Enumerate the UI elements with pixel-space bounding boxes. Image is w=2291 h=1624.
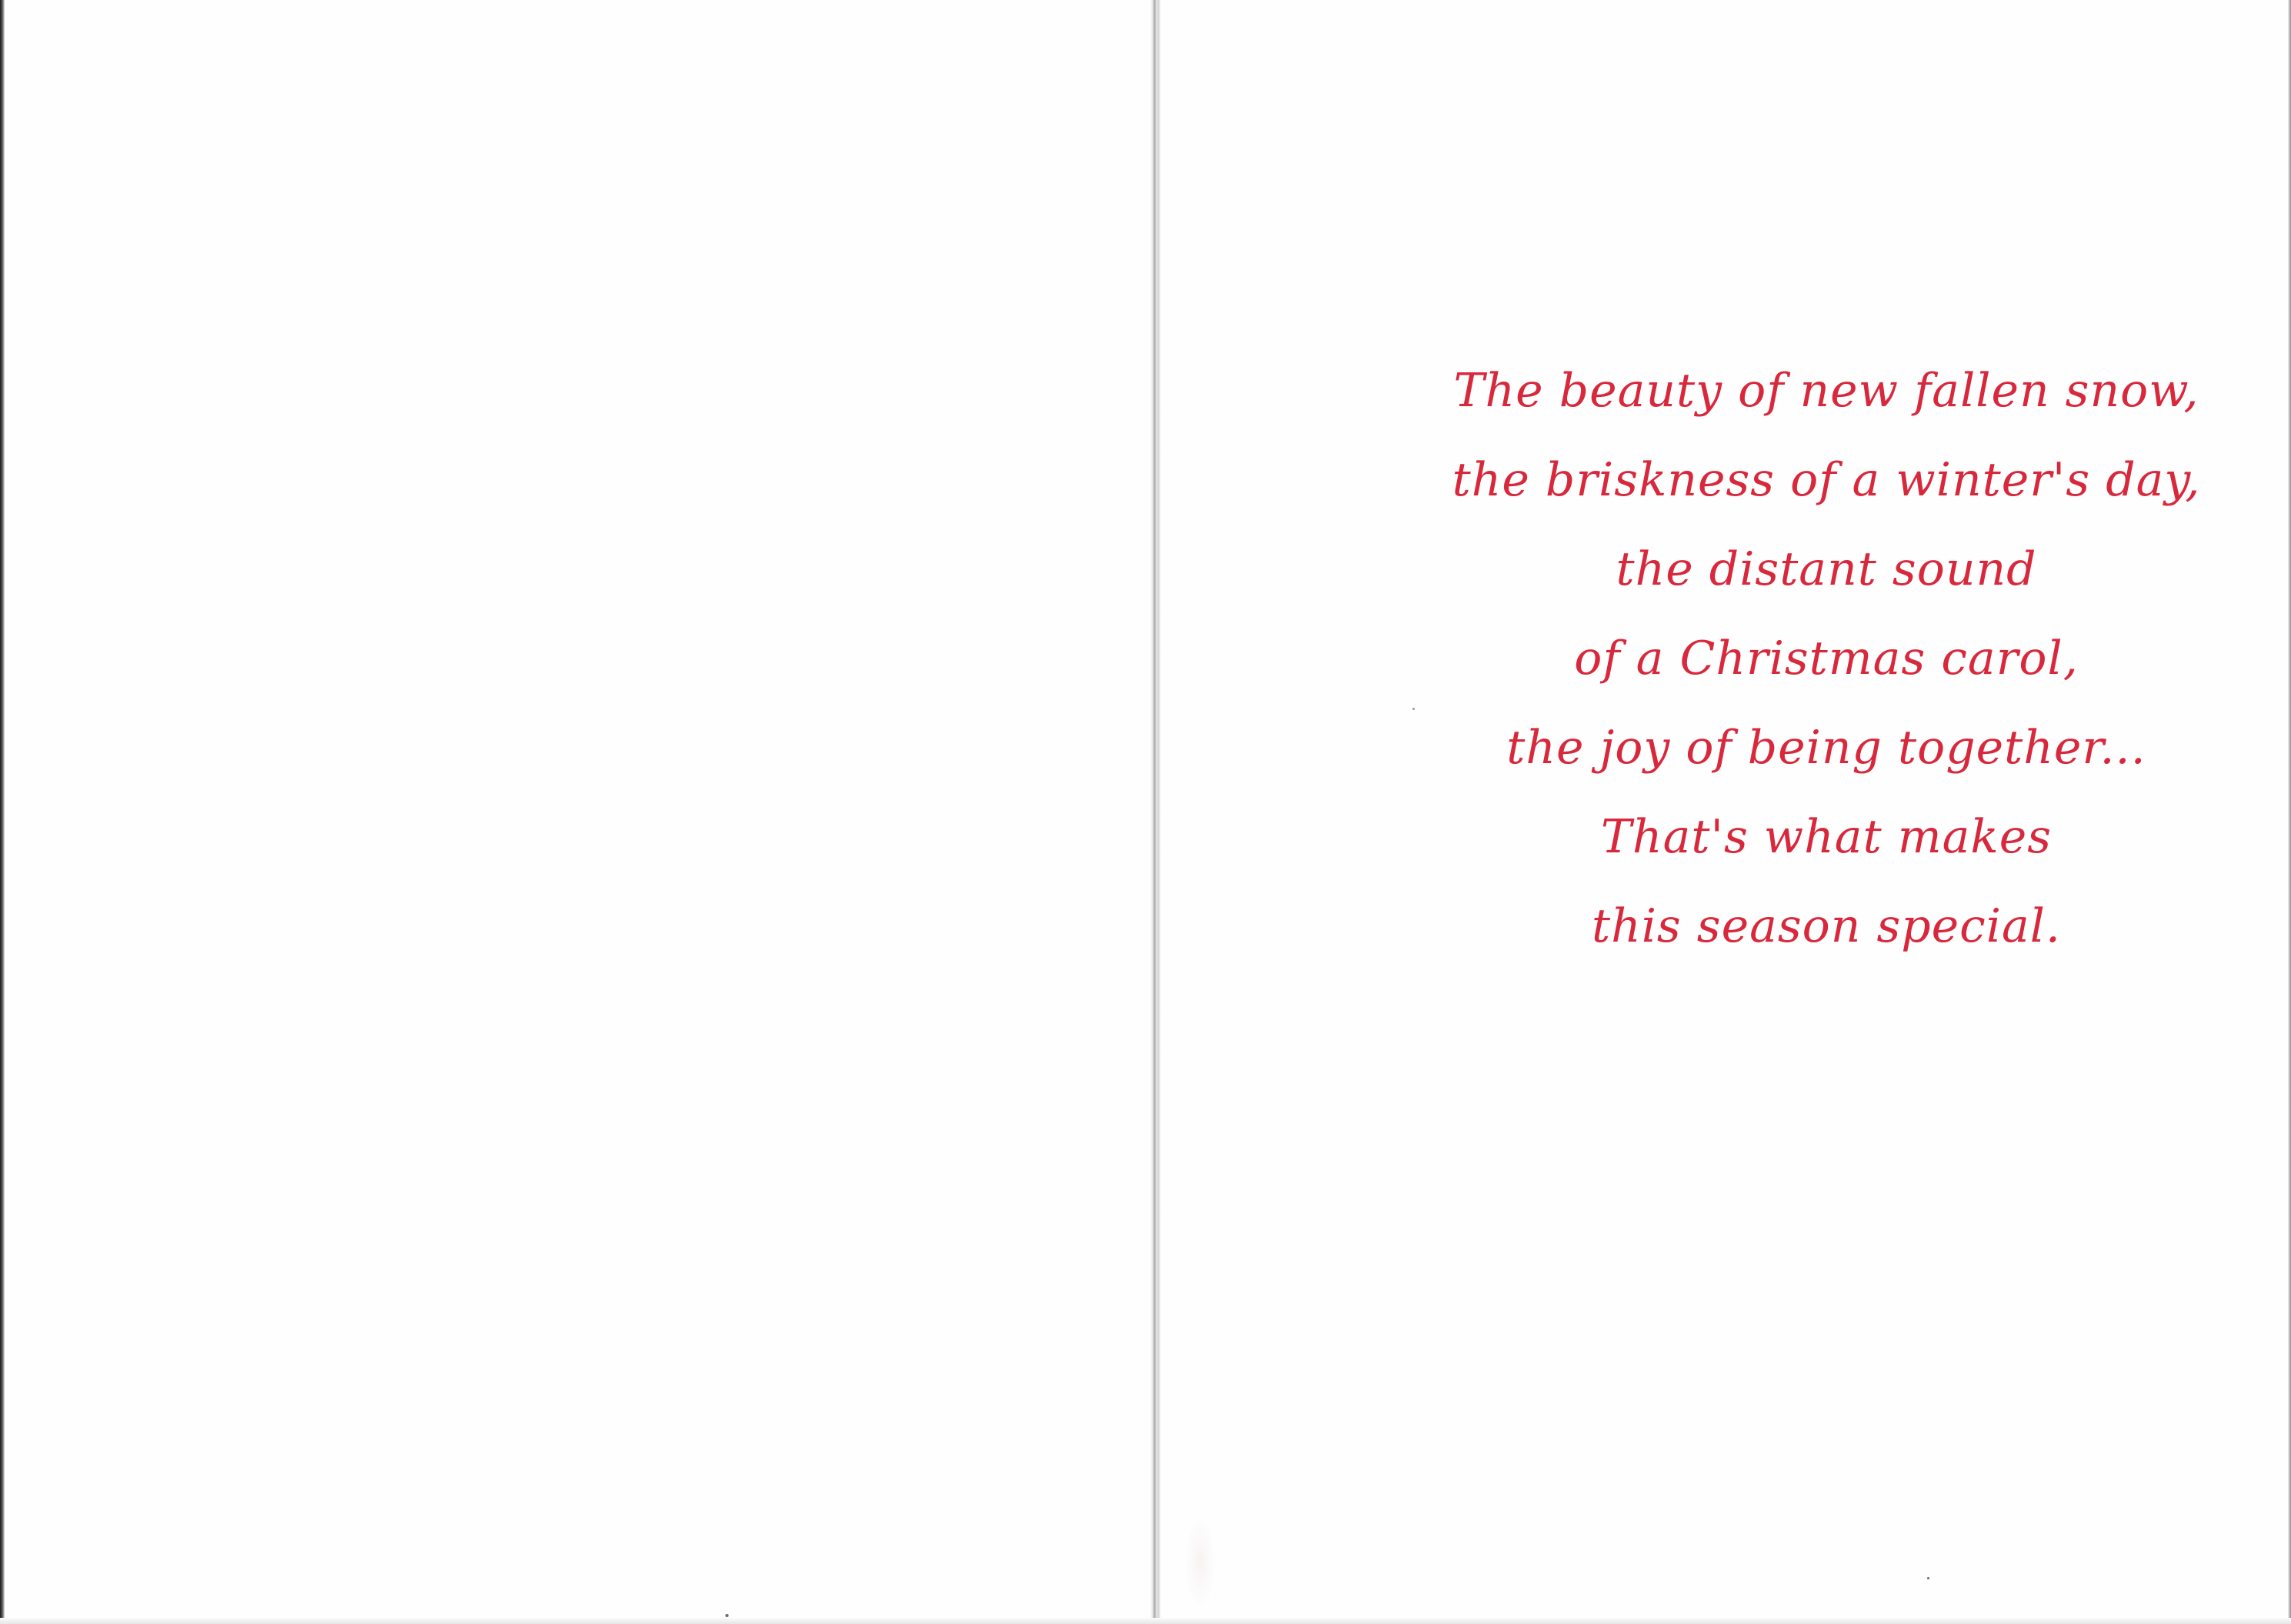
verse-line: the briskness of a winter's day, xyxy=(1452,453,2201,507)
scan-bottom-edge xyxy=(0,1618,2291,1624)
verse-line: The beauty of new fallen snow, xyxy=(1453,364,2199,418)
dust-speck xyxy=(1927,1577,1929,1579)
right-panel xyxy=(1161,0,2288,1624)
dust-speck xyxy=(1412,708,1415,710)
verse-line: this season special. xyxy=(1591,899,2062,953)
scan-right-edge xyxy=(2288,0,2291,1624)
verse-line: of a Christmas carol, xyxy=(1574,632,2079,685)
verse-line: the joy of being together... xyxy=(1506,721,2146,775)
left-panel-blank xyxy=(5,0,1150,1624)
verse-line: That's what makes xyxy=(1600,810,2053,864)
card-fold-line xyxy=(1150,0,1161,1624)
verse-line: the distant sound xyxy=(1616,542,2037,596)
verse-text xyxy=(1392,346,2261,971)
dust-speck xyxy=(725,1614,729,1617)
